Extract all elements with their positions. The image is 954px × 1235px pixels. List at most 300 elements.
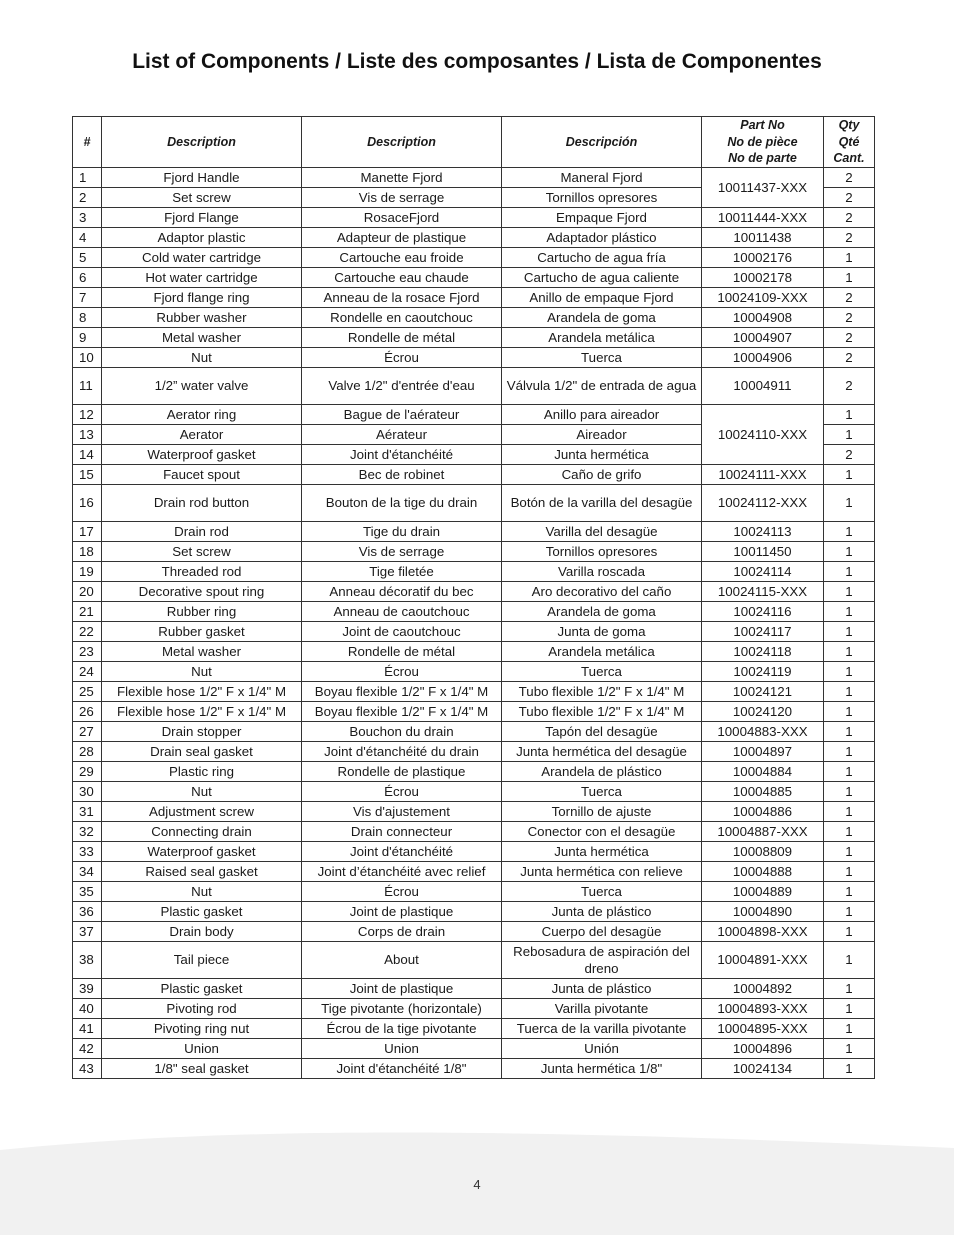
- quantity-cell: 1: [824, 267, 875, 287]
- quantity-cell: 2: [824, 347, 875, 367]
- table-row: [73, 347, 875, 367]
- quantity-cell: 1: [824, 484, 875, 521]
- table-row: [73, 821, 875, 841]
- description-es-cell: Maneral Fjord: [502, 167, 702, 187]
- description-en-cell: Metal washer: [102, 327, 302, 347]
- quantity-cell: 1: [824, 941, 875, 978]
- part-number-cell: 10002176: [702, 247, 824, 267]
- description-es-cell: Varilla roscada: [502, 561, 702, 581]
- description-en-cell: Plastic ring: [102, 761, 302, 781]
- item-number-cell: 23: [73, 641, 102, 661]
- description-en-cell: Hot water cartridge: [102, 267, 302, 287]
- part-number-cell: 10004883-XXX: [702, 721, 824, 741]
- description-es-cell: Cartucho de agua fría: [502, 247, 702, 267]
- description-es-cell: Junta hermética: [502, 444, 702, 464]
- quantity-cell: 2: [824, 227, 875, 247]
- part-number-cell: 10004887-XXX: [702, 821, 824, 841]
- description-fr-cell: Bec de robinet: [302, 464, 502, 484]
- description-es-cell: Tuerca: [502, 881, 702, 901]
- description-fr-cell: Bouton de la tige du drain: [302, 484, 502, 521]
- description-fr-cell: Écrou de la tige pivotante: [302, 1018, 502, 1038]
- item-number-cell: 18: [73, 541, 102, 561]
- quantity-cell: 1: [824, 541, 875, 561]
- description-en-cell: Rubber washer: [102, 307, 302, 327]
- item-number-cell: 13: [73, 424, 102, 444]
- item-number-cell: 16: [73, 484, 102, 521]
- description-en-cell: Waterproof gasket: [102, 841, 302, 861]
- description-es-cell: Caño de grifo: [502, 464, 702, 484]
- part-number-cell: 10004898-XXX: [702, 921, 824, 941]
- part-number-cell: 10004893-XXX: [702, 998, 824, 1018]
- table-row: [73, 841, 875, 861]
- description-fr-cell: Rondelle de métal: [302, 641, 502, 661]
- part-number-cell: 10024134: [702, 1058, 824, 1078]
- part-number-cell: 10004891-XXX: [702, 941, 824, 978]
- description-en-cell: Threaded rod: [102, 561, 302, 581]
- item-number-cell: 14: [73, 444, 102, 464]
- description-fr-cell: Joint d'étanchéité: [302, 841, 502, 861]
- description-es-cell: Junta hermética: [502, 841, 702, 861]
- item-number-cell: 32: [73, 821, 102, 841]
- description-es-cell: Adaptador plástico: [502, 227, 702, 247]
- item-number-cell: 2: [73, 187, 102, 207]
- quantity-cell: 1: [824, 881, 875, 901]
- header-quantity: [824, 117, 875, 168]
- table-header-row: [73, 117, 875, 168]
- item-number-cell: 33: [73, 841, 102, 861]
- description-en-cell: Rubber ring: [102, 601, 302, 621]
- description-fr-cell: Tige filetée: [302, 561, 502, 581]
- description-fr-cell: Anneau décoratif du bec: [302, 581, 502, 601]
- description-es-cell: Anillo de empaque Fjord: [502, 287, 702, 307]
- table-row: [73, 1058, 875, 1078]
- part-number-cell: 10024112-XXX: [702, 484, 824, 521]
- table-row: [73, 921, 875, 941]
- part-number-cell: 10024114: [702, 561, 824, 581]
- item-number-cell: 34: [73, 861, 102, 881]
- description-es-cell: Unión: [502, 1038, 702, 1058]
- header-description-fr: Description: [302, 117, 502, 168]
- quantity-cell: 1: [824, 841, 875, 861]
- part-number-cell: 10004895-XXX: [702, 1018, 824, 1038]
- table-row: [73, 998, 875, 1018]
- part-number-cell: 10011437-XXX: [702, 167, 824, 207]
- table-row: [73, 464, 875, 484]
- table-row: [73, 367, 875, 404]
- quantity-cell: 1: [824, 681, 875, 701]
- item-number-cell: 12: [73, 404, 102, 424]
- description-fr-cell: Rondelle de plastique: [302, 761, 502, 781]
- quantity-cell: 2: [824, 327, 875, 347]
- description-en-cell: Nut: [102, 661, 302, 681]
- description-en-cell: Connecting drain: [102, 821, 302, 841]
- description-es-cell: Empaque Fjord: [502, 207, 702, 227]
- item-number-cell: 37: [73, 921, 102, 941]
- description-fr-cell: Valve 1/2" d'entrée d'eau: [302, 367, 502, 404]
- quantity-cell: 1: [824, 601, 875, 621]
- description-fr-cell: Drain connecteur: [302, 821, 502, 841]
- item-number-cell: 26: [73, 701, 102, 721]
- item-number-cell: 40: [73, 998, 102, 1018]
- description-en-cell: Drain rod: [102, 521, 302, 541]
- part-number-cell: 10004885: [702, 781, 824, 801]
- description-fr-cell: Joint de caoutchouc: [302, 621, 502, 641]
- quantity-cell: 1: [824, 801, 875, 821]
- table-row: [73, 621, 875, 641]
- description-en-cell: Tail piece: [102, 941, 302, 978]
- description-fr-cell: Anneau de la rosace Fjord: [302, 287, 502, 307]
- part-number-cell: 10024111-XXX: [702, 464, 824, 484]
- header-number: #: [73, 117, 102, 168]
- quantity-cell: 2: [824, 167, 875, 187]
- quantity-cell: 1: [824, 701, 875, 721]
- item-number-cell: 22: [73, 621, 102, 641]
- description-en-cell: Fjord Flange: [102, 207, 302, 227]
- components-table: [72, 116, 875, 1079]
- page-title: List of Components / Liste des composantes / Lista de Componentes: [132, 50, 822, 73]
- description-fr-cell: Boyau flexible 1/2" F x 1/4" M: [302, 701, 502, 721]
- table-row: [73, 721, 875, 741]
- table-row: [73, 561, 875, 581]
- description-es-cell: Cuerpo del desagüe: [502, 921, 702, 941]
- page-number: 4: [473, 1177, 481, 1192]
- description-es-cell: Tubo flexible 1/2" F x 1/4" M: [502, 701, 702, 721]
- item-number-cell: 43: [73, 1058, 102, 1078]
- quantity-cell: 1: [824, 998, 875, 1018]
- description-fr-cell: Joint d'étanchéité du drain: [302, 741, 502, 761]
- description-fr-cell: Aérateur: [302, 424, 502, 444]
- item-number-cell: 38: [73, 941, 102, 978]
- description-es-cell: Tornillos opresores: [502, 541, 702, 561]
- part-number-cell: 10004888: [702, 861, 824, 881]
- part-number-cell: 10024115-XXX: [702, 581, 824, 601]
- description-fr-cell: Union: [302, 1038, 502, 1058]
- table-row: [73, 521, 875, 541]
- table-row: [73, 741, 875, 761]
- table-row: [73, 661, 875, 681]
- quantity-cell: 2: [824, 287, 875, 307]
- description-fr-cell: Écrou: [302, 347, 502, 367]
- description-es-cell: Tubo flexible 1/2" F x 1/4" M: [502, 681, 702, 701]
- description-fr-cell: Joint d'étanchéité: [302, 444, 502, 464]
- description-en-cell: Drain body: [102, 921, 302, 941]
- quantity-cell: 1: [824, 464, 875, 484]
- description-en-cell: Flexible hose 1/2" F x 1/4" M: [102, 701, 302, 721]
- description-en-cell: 1/8" seal gasket: [102, 1058, 302, 1078]
- item-number-cell: 19: [73, 561, 102, 581]
- quantity-cell: 2: [824, 307, 875, 327]
- table-row: [73, 601, 875, 621]
- table-row: [73, 881, 875, 901]
- table-row: [73, 978, 875, 998]
- item-number-cell: 29: [73, 761, 102, 781]
- description-fr-cell: Écrou: [302, 661, 502, 681]
- description-es-cell: Aireador: [502, 424, 702, 444]
- table-row: [73, 247, 875, 267]
- quantity-cell: 1: [824, 561, 875, 581]
- description-fr-cell: Boyau flexible 1/2" F x 1/4" M: [302, 681, 502, 701]
- description-en-cell: Waterproof gasket: [102, 444, 302, 464]
- description-fr-cell: Vis d'ajustement: [302, 801, 502, 821]
- description-fr-cell: Écrou: [302, 881, 502, 901]
- part-number-cell: 10024113: [702, 521, 824, 541]
- item-number-cell: 3: [73, 207, 102, 227]
- description-en-cell: Rubber gasket: [102, 621, 302, 641]
- item-number-cell: 20: [73, 581, 102, 601]
- item-number-cell: 15: [73, 464, 102, 484]
- header-description-es: Descripción: [502, 117, 702, 168]
- description-fr-cell: RosaceFjord: [302, 207, 502, 227]
- part-number-cell: 10024116: [702, 601, 824, 621]
- table-row: [73, 227, 875, 247]
- item-number-cell: 10: [73, 347, 102, 367]
- description-en-cell: Aerator ring: [102, 404, 302, 424]
- table-row: [73, 901, 875, 921]
- item-number-cell: 35: [73, 881, 102, 901]
- description-fr-cell: Écrou: [302, 781, 502, 801]
- quantity-cell: 2: [824, 367, 875, 404]
- item-number-cell: 28: [73, 741, 102, 761]
- description-es-cell: Junta de plástico: [502, 901, 702, 921]
- table-row: [73, 1018, 875, 1038]
- description-es-cell: Aro decorativo del caño: [502, 581, 702, 601]
- quantity-cell: 2: [824, 187, 875, 207]
- description-fr-cell: Rondelle de métal: [302, 327, 502, 347]
- description-en-cell: Fjord Handle: [102, 167, 302, 187]
- description-en-cell: Nut: [102, 881, 302, 901]
- table-row: [73, 681, 875, 701]
- quantity-cell: 1: [824, 581, 875, 601]
- item-number-cell: 42: [73, 1038, 102, 1058]
- description-fr-cell: Joint d'étanchéité 1/8": [302, 1058, 502, 1078]
- table-row: [73, 781, 875, 801]
- table-row: [73, 641, 875, 661]
- table-row: [73, 701, 875, 721]
- description-en-cell: Plastic gasket: [102, 978, 302, 998]
- quantity-cell: 1: [824, 861, 875, 881]
- description-en-cell: Faucet spout: [102, 464, 302, 484]
- item-number-cell: 39: [73, 978, 102, 998]
- part-number-cell: 10008809: [702, 841, 824, 861]
- description-en-cell: Adaptor plastic: [102, 227, 302, 247]
- description-es-cell: Junta hermética del desagüe: [502, 741, 702, 761]
- part-number-cell: 10011438: [702, 227, 824, 247]
- quantity-cell: 1: [824, 978, 875, 998]
- part-number-cell: 10024121: [702, 681, 824, 701]
- table-row: [73, 404, 875, 424]
- description-en-cell: Metal washer: [102, 641, 302, 661]
- description-es-cell: Arandela metálica: [502, 327, 702, 347]
- quantity-cell: 1: [824, 641, 875, 661]
- description-en-cell: Drain seal gasket: [102, 741, 302, 761]
- part-number-cell: 10011450: [702, 541, 824, 561]
- quantity-cell: 1: [824, 921, 875, 941]
- description-fr-cell: Corps de drain: [302, 921, 502, 941]
- description-en-cell: 1/2” water valve: [102, 367, 302, 404]
- description-es-cell: Junta de plástico: [502, 978, 702, 998]
- header-description-en: Description: [102, 117, 302, 168]
- part-number-cell: 10024119: [702, 661, 824, 681]
- item-number-cell: 30: [73, 781, 102, 801]
- description-es-cell: Tornillos opresores: [502, 187, 702, 207]
- table-row: [73, 1038, 875, 1058]
- description-en-cell: Set screw: [102, 187, 302, 207]
- description-en-cell: Plastic gasket: [102, 901, 302, 921]
- description-es-cell: Botón de la varilla del desagüe: [502, 484, 702, 521]
- table-row: [73, 541, 875, 561]
- description-es-cell: Tuerca: [502, 781, 702, 801]
- header-qty-en: Qty: [838, 118, 860, 132]
- description-es-cell: Anillo para aireador: [502, 404, 702, 424]
- description-es-cell: Tornillo de ajuste: [502, 801, 702, 821]
- description-fr-cell: Adapteur de plastique: [302, 227, 502, 247]
- description-fr-cell: Manette Fjord: [302, 167, 502, 187]
- description-fr-cell: Bague de l'aérateur: [302, 404, 502, 424]
- description-fr-cell: Bouchon du drain: [302, 721, 502, 741]
- description-fr-cell: Rondelle en caoutchouc: [302, 307, 502, 327]
- table-row: [73, 581, 875, 601]
- header-part-fr: No de pièce: [727, 134, 798, 149]
- item-number-cell: 41: [73, 1018, 102, 1038]
- description-es-cell: Junta hermética con relieve: [502, 861, 702, 881]
- description-es-cell: Válvula 1/2" de entrada de agua: [502, 367, 702, 404]
- description-en-cell: Pivoting ring nut: [102, 1018, 302, 1038]
- header-part-en: Part No: [740, 118, 785, 132]
- quantity-cell: 1: [824, 521, 875, 541]
- description-fr-cell: Joint d’étanchéité avec relief: [302, 861, 502, 881]
- part-number-cell: 10004908: [702, 307, 824, 327]
- description-en-cell: Nut: [102, 781, 302, 801]
- description-es-cell: Arandela de plástico: [502, 761, 702, 781]
- description-en-cell: Cold water cartridge: [102, 247, 302, 267]
- description-fr-cell: Anneau de caoutchouc: [302, 601, 502, 621]
- item-number-cell: 8: [73, 307, 102, 327]
- part-number-cell: 10004907: [702, 327, 824, 347]
- description-en-cell: Flexible hose 1/2" F x 1/4" M: [102, 681, 302, 701]
- quantity-cell: 1: [824, 901, 875, 921]
- description-fr-cell: Cartouche eau froide: [302, 247, 502, 267]
- description-en-cell: Decorative spout ring: [102, 581, 302, 601]
- description-fr-cell: Tige du drain: [302, 521, 502, 541]
- part-number-cell: 10004889: [702, 881, 824, 901]
- item-number-cell: 21: [73, 601, 102, 621]
- description-en-cell: Drain rod button: [102, 484, 302, 521]
- table-row: [73, 484, 875, 521]
- part-number-cell: 10004896: [702, 1038, 824, 1058]
- item-number-cell: 36: [73, 901, 102, 921]
- part-number-cell: 10024110-XXX: [702, 404, 824, 464]
- item-number-cell: 5: [73, 247, 102, 267]
- table-row: [73, 167, 875, 187]
- item-number-cell: 9: [73, 327, 102, 347]
- description-es-cell: Junta de goma: [502, 621, 702, 641]
- part-number-cell: 10024118: [702, 641, 824, 661]
- description-en-cell: Adjustment screw: [102, 801, 302, 821]
- description-en-cell: Set screw: [102, 541, 302, 561]
- description-es-cell: Arandela de goma: [502, 307, 702, 327]
- item-number-cell: 6: [73, 267, 102, 287]
- header-qty-fr: Qté: [838, 134, 860, 149]
- description-es-cell: Arandela de goma: [502, 601, 702, 621]
- description-es-cell: Tuerca: [502, 347, 702, 367]
- quantity-cell: 1: [824, 721, 875, 741]
- description-fr-cell: Vis de serrage: [302, 187, 502, 207]
- quantity-cell: 2: [824, 207, 875, 227]
- description-en-cell: Union: [102, 1038, 302, 1058]
- table-row: [73, 861, 875, 881]
- part-number-cell: 10024109-XXX: [702, 287, 824, 307]
- quantity-cell: 1: [824, 1058, 875, 1078]
- part-number-cell: 10011444-XXX: [702, 207, 824, 227]
- part-number-cell: 10004890: [702, 901, 824, 921]
- quantity-cell: 1: [824, 661, 875, 681]
- part-number-cell: 10002178: [702, 267, 824, 287]
- item-number-cell: 7: [73, 287, 102, 307]
- item-number-cell: 4: [73, 227, 102, 247]
- description-en-cell: Raised seal gasket: [102, 861, 302, 881]
- table-row: [73, 327, 875, 347]
- description-en-cell: Drain stopper: [102, 721, 302, 741]
- table-row: [73, 941, 875, 978]
- part-number-cell: 10004897: [702, 741, 824, 761]
- item-number-cell: 1: [73, 167, 102, 187]
- quantity-cell: 1: [824, 821, 875, 841]
- part-number-cell: 10004886: [702, 801, 824, 821]
- description-es-cell: Tuerca de la varilla pivotante: [502, 1018, 702, 1038]
- table-row: [73, 801, 875, 821]
- table-row: [73, 267, 875, 287]
- table-row: [73, 307, 875, 327]
- item-number-cell: 24: [73, 661, 102, 681]
- description-es-cell: Varilla del desagüe: [502, 521, 702, 541]
- quantity-cell: 1: [824, 1018, 875, 1038]
- header-part-number: [702, 117, 824, 168]
- description-fr-cell: Tige pivotante (horizontale): [302, 998, 502, 1018]
- quantity-cell: 2: [824, 444, 875, 464]
- description-fr-cell: Cartouche eau chaude: [302, 267, 502, 287]
- quantity-cell: 1: [824, 761, 875, 781]
- description-es-cell: Cartucho de agua caliente: [502, 267, 702, 287]
- table-row: [73, 287, 875, 307]
- quantity-cell: 1: [824, 247, 875, 267]
- quantity-cell: 1: [824, 424, 875, 444]
- part-number-cell: 10024120: [702, 701, 824, 721]
- header-part-es: No de parte: [728, 151, 797, 165]
- item-number-cell: 17: [73, 521, 102, 541]
- description-fr-cell: Joint de plastique: [302, 901, 502, 921]
- description-es-cell: Tapón del desagüe: [502, 721, 702, 741]
- quantity-cell: 1: [824, 781, 875, 801]
- description-es-cell: Junta hermética 1/8": [502, 1058, 702, 1078]
- quantity-cell: 1: [824, 741, 875, 761]
- quantity-cell: 1: [824, 1038, 875, 1058]
- description-fr-cell: About: [302, 941, 502, 978]
- description-en-cell: Pivoting rod: [102, 998, 302, 1018]
- description-es-cell: Rebosadura de aspiración del dreno: [502, 941, 702, 978]
- part-number-cell: 10024117: [702, 621, 824, 641]
- description-es-cell: Tuerca: [502, 661, 702, 681]
- part-number-cell: 10004906: [702, 347, 824, 367]
- description-en-cell: Nut: [102, 347, 302, 367]
- part-number-cell: 10004884: [702, 761, 824, 781]
- table-row: [73, 761, 875, 781]
- item-number-cell: 25: [73, 681, 102, 701]
- quantity-cell: 1: [824, 621, 875, 641]
- description-es-cell: Arandela metálica: [502, 641, 702, 661]
- item-number-cell: 31: [73, 801, 102, 821]
- part-number-cell: 10004911: [702, 367, 824, 404]
- description-en-cell: Aerator: [102, 424, 302, 444]
